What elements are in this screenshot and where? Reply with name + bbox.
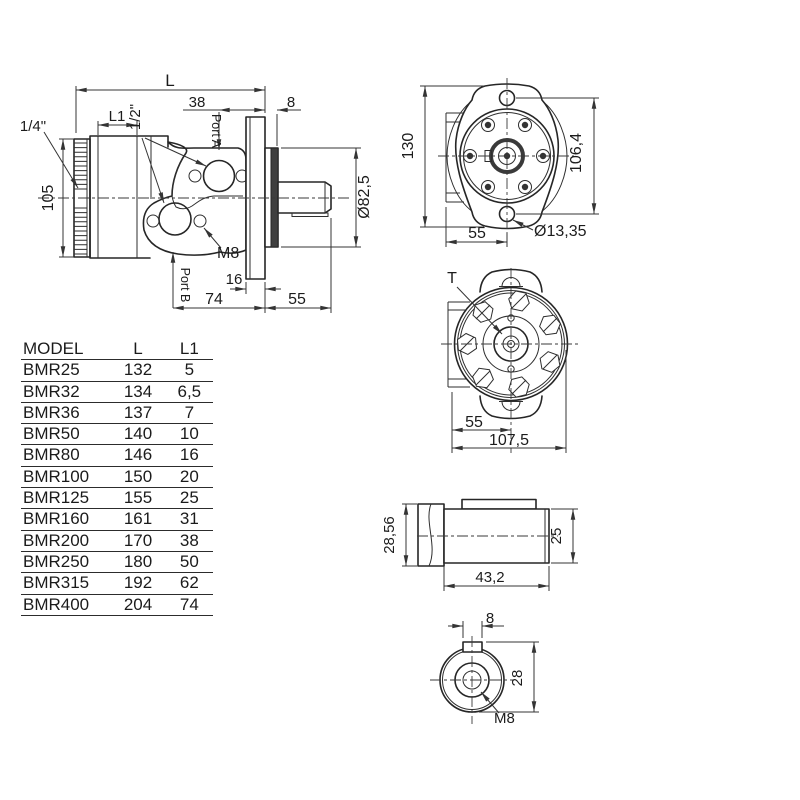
table-header-row (21, 339, 213, 360)
table-row (21, 530, 213, 551)
dim-pilot-diameter: Ø82,5 (356, 175, 373, 219)
model-cell: BMR250 (21, 551, 110, 572)
l-cell: 150 (110, 466, 165, 487)
l-cell: 134 (110, 381, 165, 402)
l-cell: 155 (110, 488, 165, 509)
shaft-key (462, 500, 536, 510)
label-port-t: T (447, 270, 457, 287)
label-port-a: Port A (209, 113, 223, 149)
dim-38: 38 (188, 94, 206, 111)
l-cell: 132 (110, 360, 165, 381)
l1-cell: 7 (166, 402, 213, 423)
model-cell: BMR400 (21, 594, 110, 615)
l1-cell: 50 (166, 551, 213, 572)
dim-43-2: 43,2 (475, 569, 505, 586)
l-cell: 170 (110, 530, 165, 551)
l1-cell: 25 (166, 488, 213, 509)
l-cell: 140 (110, 424, 165, 445)
dim-16: 16 (225, 271, 243, 288)
label-m8: M8 (217, 245, 240, 262)
table-row (21, 594, 213, 615)
pilot-seal (271, 148, 278, 247)
l-cell: 146 (110, 445, 165, 466)
l-cell: 161 (110, 509, 165, 530)
table-row (21, 445, 213, 466)
l1-cell: 10 (166, 424, 213, 445)
shaft-side-view (381, 500, 578, 592)
dim-8: 8 (286, 94, 296, 111)
l-cell: 137 (110, 402, 165, 423)
dim-55-rear: 55 (465, 414, 483, 431)
model-cell: BMR125 (21, 488, 110, 509)
l-cell: 180 (110, 551, 165, 572)
model-dimension-table (21, 339, 213, 616)
dim-drain-thread: 1/4" (19, 118, 47, 135)
label-port-b: Port B (178, 267, 192, 303)
label-m8-end: M8 (494, 710, 515, 727)
dim-130: 130 (400, 132, 417, 160)
model-cell: BMR25 (21, 360, 110, 381)
dim-55-front: 55 (468, 225, 486, 242)
model-cell: BMR50 (21, 424, 110, 445)
model-cell: BMR160 (21, 509, 110, 530)
l-cell: 192 (110, 573, 165, 594)
side-view (20, 71, 373, 313)
table-row (21, 381, 213, 402)
dim-106-4: 106,4 (568, 132, 585, 174)
shaft-end-view (430, 610, 539, 727)
model-cell: BMR200 (21, 530, 110, 551)
model-cell: BMR315 (21, 573, 110, 594)
dim-28-56: 28,56 (381, 516, 398, 554)
l1-cell: 62 (166, 573, 213, 594)
output-shaft (278, 182, 331, 213)
label-hole-diameter: Ø13,35 (534, 223, 587, 240)
l1-cell: 38 (166, 530, 213, 551)
dim-105: 105 (40, 184, 57, 212)
l1-cell: 74 (166, 594, 213, 615)
l1-cell: 5 (166, 360, 213, 381)
end-keyway (463, 642, 482, 652)
dim-74: 74 (205, 291, 223, 308)
table-row (21, 488, 213, 509)
table-row (21, 360, 213, 381)
model-cell: BMR100 (21, 466, 110, 487)
dim-107-5: 107,5 (488, 432, 530, 449)
header-l: L (110, 339, 165, 360)
l1-cell: 16 (166, 445, 213, 466)
table-row (21, 509, 213, 530)
table-row (21, 573, 213, 594)
rear-view (441, 268, 579, 453)
model-cell: BMR32 (21, 381, 110, 402)
model-cell: BMR36 (21, 402, 110, 423)
dim-28-end: 28 (509, 669, 526, 687)
table-row (21, 466, 213, 487)
dim-55-shaft: 55 (288, 291, 306, 308)
dim-port-thread: 1/2" (127, 103, 144, 131)
dim-overall-length: L (165, 71, 175, 90)
model-cell: BMR80 (21, 445, 110, 466)
dim-25: 25 (548, 527, 565, 545)
l1-cell: 20 (166, 466, 213, 487)
table-row (21, 402, 213, 423)
header-l1: L1 (166, 339, 213, 360)
port-housing (143, 142, 246, 255)
dim-l1: L1 (108, 108, 126, 125)
l1-cell: 6,5 (166, 381, 213, 402)
l1-cell: 31 (166, 509, 213, 530)
header-model: MODEL (21, 339, 110, 360)
dim-8-key: 8 (485, 610, 495, 627)
l-cell: 204 (110, 594, 165, 615)
front-view (400, 78, 599, 247)
table-row (21, 551, 213, 572)
table-row (21, 424, 213, 445)
